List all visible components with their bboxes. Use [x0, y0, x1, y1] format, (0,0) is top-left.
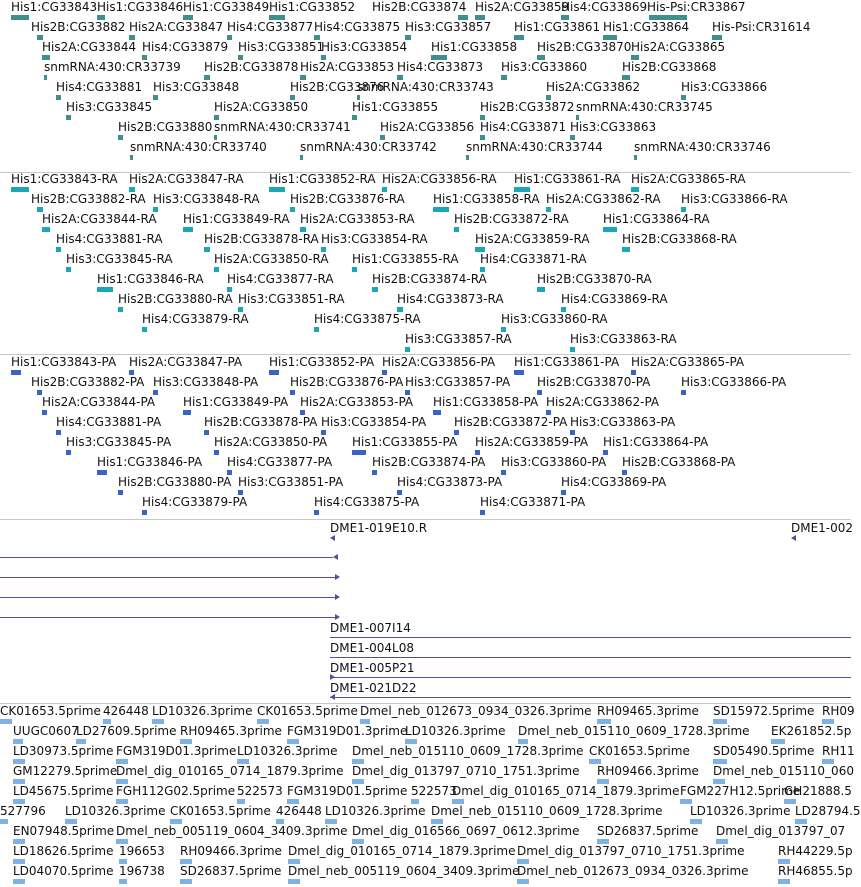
gene-label: His3:CG33854 — [321, 40, 408, 54]
gene-glyph[interactable] — [634, 155, 637, 160]
protein-label: His2A:CG33847-PA — [129, 355, 243, 369]
est-label: SD26837.5prime — [597, 824, 699, 838]
gene-label: His2A:CG33862 — [546, 80, 641, 94]
transcript-glyph[interactable] — [214, 267, 219, 272]
clone-label[interactable]: DME1-002 — [791, 521, 854, 535]
est-label: Dmel_dig_013797_0710_1751.3prime — [352, 764, 580, 778]
gene-label: snmRNA:430:CR33742 — [300, 140, 437, 154]
clone-arrow-icon — [330, 535, 335, 541]
gene-label: His1:CG33843 — [11, 0, 98, 14]
track-proteins — [0, 355, 851, 519]
gene-label: snmRNA:430:CR33745 — [576, 100, 713, 114]
clone-line[interactable] — [330, 697, 851, 698]
transcript-label: His2A:CG33844-RA — [42, 212, 157, 226]
transcript-label: His2B:CG33876-RA — [290, 192, 405, 206]
est-label: EK261852.5p — [771, 724, 852, 738]
gene-label: His3:CG33866 — [681, 80, 768, 94]
protein-glyph[interactable] — [11, 370, 21, 375]
transcript-glyph[interactable] — [603, 227, 617, 232]
est-label: 426448 — [103, 704, 149, 718]
transcript-label: His2B:CG33874-RA — [372, 272, 487, 286]
est-label: EN07948.5prime — [13, 824, 115, 838]
protein-label: His2A:CG33844-PA — [42, 395, 156, 409]
clone-line[interactable] — [0, 577, 335, 578]
transcript-label: His2A:CG33862-RA — [546, 192, 661, 206]
transcript-label: His2B:CG33882-RA — [31, 192, 146, 206]
transcript-label: His3:CG33860-RA — [501, 312, 608, 326]
transcript-glyph[interactable] — [42, 227, 50, 232]
transcript-glyph[interactable] — [290, 207, 295, 212]
transcript-label: His1:CG33849-RA — [183, 212, 290, 226]
gene-label: His2A:CG33865 — [631, 40, 726, 54]
protein-glyph[interactable] — [290, 390, 295, 395]
transcript-glyph[interactable] — [405, 347, 410, 352]
est-label: SD26837.5prime — [180, 864, 282, 878]
protein-glyph[interactable] — [433, 410, 441, 415]
est-label: FGM319D01.3prime — [287, 724, 408, 738]
clone-line[interactable] — [330, 677, 851, 678]
transcript-glyph[interactable] — [142, 327, 147, 332]
protein-glyph[interactable] — [142, 510, 147, 515]
est-label: Dmel_neb_015110_0609_1728.3prime — [518, 724, 750, 738]
transcript-glyph[interactable] — [537, 287, 545, 292]
gene-label: snmRNA:430:CR33746 — [634, 140, 771, 154]
transcript-label: His2A:CG33853-RA — [300, 212, 415, 226]
transcript-glyph[interactable] — [352, 267, 357, 272]
protein-label: His3:CG33845-PA — [66, 435, 172, 449]
protein-glyph[interactable] — [204, 430, 209, 435]
transcript-label: His3:CG33854-RA — [321, 232, 428, 246]
clone-label[interactable]: DME1-021D22 — [330, 681, 417, 695]
clone-line[interactable] — [0, 597, 335, 598]
transcript-label: His2B:CG33880-RA — [118, 292, 233, 306]
gene-label: His2A:CG33853 — [300, 60, 395, 74]
protein-label: His2A:CG33856-PA — [382, 355, 496, 369]
est-glyph[interactable] — [13, 879, 25, 884]
transcript-label: His1:CG33858-RA — [433, 192, 540, 206]
est-glyph[interactable] — [517, 879, 529, 884]
clone-arrow-icon — [330, 674, 335, 680]
gene-glyph[interactable] — [501, 75, 507, 80]
gene-label: His2B:CG33874 — [372, 0, 467, 14]
clone-line[interactable] — [330, 637, 851, 638]
gene-label: His4:CG33873 — [397, 60, 484, 74]
gene-label: His2A:CG33859 — [475, 0, 570, 14]
est-label: 196653 — [119, 844, 165, 858]
est-label: RH09 — [822, 704, 855, 718]
est-label: UUGC0607 — [13, 724, 79, 738]
gene-glyph[interactable] — [466, 155, 469, 160]
protein-label: His2A:CG33850-PA — [214, 435, 328, 449]
gene-label: His2B:CG33878 — [204, 60, 299, 74]
protein-glyph[interactable] — [514, 370, 524, 375]
est-label: Dmel_dig_010165_0714_1879.3prime — [288, 844, 516, 858]
transcript-label: His3:CG33857-RA — [405, 332, 512, 346]
protein-label: His3:CG33848-PA — [153, 375, 259, 389]
clone-label[interactable]: DME1-007I14 — [330, 621, 411, 635]
protein-label: His2B:CG33874-PA — [372, 455, 486, 469]
est-label: GM12279.5prime — [13, 764, 118, 778]
gene-label: His2B:CG33870 — [537, 40, 632, 54]
protein-label: His4:CG33879-PA — [142, 495, 248, 509]
est-label: RH44229.5p — [778, 844, 853, 858]
gene-label: His2A:CG33844 — [42, 40, 137, 54]
est-label: Dmel_neb_005119_0604_3409.3prime — [116, 824, 348, 838]
transcript-label: His3:CG33848-RA — [153, 192, 260, 206]
gene-label: His-Psi:CR33867 — [647, 0, 746, 14]
clone-arrow-icon — [335, 574, 340, 580]
transcript-label: His1:CG33864-RA — [603, 212, 710, 226]
transcript-glyph[interactable] — [97, 287, 113, 292]
est-label: LD10326.3prime — [405, 724, 506, 738]
transcript-glyph[interactable] — [204, 247, 210, 252]
est-label: FGM319D01.5prime — [287, 784, 408, 798]
transcript-label: His1:CG33861-RA — [514, 172, 621, 186]
protein-label: His4:CG33877-PA — [227, 455, 333, 469]
est-label: Dmel_neb_012673_0934_0326.3prime — [360, 704, 592, 718]
transcript-label: His2B:CG33872-RA — [454, 212, 569, 226]
est-label: RH09466.3prime — [180, 844, 282, 858]
protein-label: His2B:CG33872-PA — [454, 415, 568, 429]
gene-label: snmRNA:430:CR33739 — [44, 60, 181, 74]
est-label: LD10326.3prime — [152, 704, 253, 718]
est-label: LD45675.5prime — [13, 784, 114, 798]
gene-label: His1:CG33846 — [97, 0, 184, 14]
protein-label: His1:CG33861-PA — [514, 355, 620, 369]
est-label: RH09465.3prime — [597, 704, 699, 718]
gene-label: snmRNA:430:CR33744 — [466, 140, 603, 154]
protein-label: His2B:CG33876-PA — [290, 375, 404, 389]
transcript-glyph[interactable] — [622, 247, 630, 252]
est-label: LD28794.5 — [795, 804, 861, 818]
protein-label: His3:CG33857-PA — [405, 375, 511, 389]
gene-glyph[interactable] — [300, 155, 303, 160]
transcript-label: His4:CG33871-RA — [480, 252, 587, 266]
est-label: LD10326.3prime — [690, 804, 791, 818]
est-label: RH09466.3prime — [597, 764, 699, 778]
gene-glyph[interactable] — [352, 115, 357, 120]
protein-label: His2A:CG33862-PA — [546, 395, 660, 409]
gene-glyph[interactable] — [130, 155, 133, 160]
est-label: LD10326.3prime — [325, 804, 426, 818]
est-label: RH46855.5p — [778, 864, 853, 878]
transcript-glyph[interactable] — [56, 247, 61, 252]
clone-label[interactable]: DME1-005P21 — [330, 661, 415, 675]
protein-glyph[interactable] — [372, 470, 377, 475]
track-ests — [0, 704, 861, 887]
gene-label: His-Psi:CR31614 — [712, 20, 811, 34]
est-label: Dmel_dig_016566_0697_0612.3prime — [352, 824, 580, 838]
clone-line[interactable] — [0, 557, 333, 558]
transcript-glyph[interactable] — [454, 227, 459, 232]
transcript-glyph[interactable] — [11, 187, 29, 192]
est-label: Dmel_dig_013797_0710_1751.3prime — [517, 844, 745, 858]
transcript-label: His3:CG33845-RA — [66, 252, 173, 266]
track-transcripts — [0, 172, 851, 354]
gene-glyph[interactable] — [66, 115, 71, 120]
gene-label: His2B:CG33872 — [480, 100, 575, 114]
transcript-label: His2A:CG33865-RA — [631, 172, 746, 186]
protein-label: His1:CG33864-PA — [603, 435, 709, 449]
gene-glyph[interactable] — [56, 95, 61, 100]
est-label: FGM319D01.3prime — [116, 744, 237, 758]
est-label: Dmel_dig_010165_0714_1879.3prime — [452, 784, 680, 798]
est-label: LD10326.3prime — [237, 744, 338, 758]
protein-label: His1:CG33849-PA — [183, 395, 289, 409]
clone-arrow-icon — [791, 535, 796, 541]
est-label: Dmel_neb_005119_0604_3409.3prime — [288, 864, 520, 878]
gene-glyph[interactable] — [44, 75, 47, 80]
est-label: CK01653.5prime — [0, 704, 101, 718]
gene-label: His4:CG33881 — [56, 80, 143, 94]
gene-label: His1:CG33852 — [269, 0, 356, 14]
est-label: CK01653.5prime — [257, 704, 358, 718]
transcript-label: His1:CG33843-RA — [11, 172, 118, 186]
protein-glyph[interactable] — [56, 430, 61, 435]
transcript-glyph[interactable] — [433, 207, 449, 212]
est-label: SD05490.5prime — [713, 744, 815, 758]
est-glyph[interactable] — [778, 879, 790, 884]
transcript-glyph[interactable] — [314, 327, 319, 332]
gene-label: His4:CG33869 — [561, 0, 648, 14]
est-label: SD15972.5prime — [713, 704, 815, 718]
gene-label: His3:CG33860 — [501, 60, 588, 74]
est-glyph[interactable] — [119, 879, 127, 884]
transcript-glyph[interactable] — [570, 347, 575, 352]
gene-label: His4:CG33879 — [142, 40, 229, 54]
gene-label: His1:CG33849 — [183, 0, 270, 14]
gene-label: His2A:CG33847 — [129, 20, 224, 34]
est-label: RH11 — [822, 744, 855, 758]
gene-label: snmRNA:430:CR33741 — [214, 120, 351, 134]
transcript-label: His3:CG33866-RA — [681, 192, 788, 206]
track-histone-genes — [0, 0, 851, 172]
est-label: 196738 — [119, 864, 165, 878]
transcript-label: His1:CG33852-RA — [269, 172, 376, 186]
clone-label[interactable]: DME1-004L08 — [330, 641, 414, 655]
protein-label: His3:CG33866-PA — [681, 375, 787, 389]
gene-label: His1:CG33858 — [431, 40, 518, 54]
protein-label: His4:CG33875-PA — [314, 495, 420, 509]
gene-label: His1:CG33855 — [352, 100, 439, 114]
protein-label: His2A:CG33859-PA — [475, 435, 589, 449]
protein-glyph[interactable] — [118, 490, 123, 495]
transcript-label: His1:CG33846-RA — [97, 272, 204, 286]
protein-label: His2A:CG33865-PA — [631, 355, 745, 369]
clone-arrow-icon — [335, 594, 340, 600]
protein-glyph[interactable] — [183, 410, 191, 415]
clone-arrow-icon — [330, 694, 335, 700]
protein-label: His4:CG33871-PA — [480, 495, 586, 509]
est-label: FGH112G02.5prime — [116, 784, 236, 798]
transcript-label: His2B:CG33878-RA — [204, 232, 319, 246]
est-label: 527796 — [0, 804, 46, 818]
protein-label: His1:CG33855-PA — [352, 435, 458, 449]
est-label: 522573 — [411, 784, 457, 798]
gene-label: His1:CG33864 — [603, 20, 690, 34]
clone-arrow-icon — [335, 614, 340, 620]
transcript-glyph[interactable] — [372, 287, 378, 292]
est-glyph[interactable] — [0, 719, 12, 724]
transcript-label: His4:CG33875-RA — [314, 312, 421, 326]
est-label: FGM227H12.5prime — [680, 784, 801, 798]
gene-label: His4:CG33875 — [314, 20, 401, 34]
gene-label: His2B:CG33880 — [118, 120, 213, 134]
est-label: 522573 — [237, 784, 283, 798]
transcript-glyph[interactable] — [269, 187, 285, 192]
clone-line[interactable] — [330, 657, 851, 658]
est-glyph[interactable] — [288, 879, 300, 884]
gene-label: snmRNA:430:CR33740 — [130, 140, 267, 154]
gene-label: His2B:CG33882 — [31, 20, 126, 34]
protein-label: His2A:CG33853-PA — [300, 395, 414, 409]
clone-label[interactable]: DME1-019E10.R — [330, 521, 428, 535]
gene-label: snmRNA:430:CR33743 — [357, 80, 494, 94]
track-clones — [0, 520, 854, 703]
transcript-glyph[interactable] — [183, 227, 193, 232]
transcript-label: His3:CG33863-RA — [570, 332, 677, 346]
gene-glyph[interactable] — [153, 95, 158, 100]
protein-label: His3:CG33851-PA — [238, 475, 344, 489]
gene-label: His2B:CG33876 — [290, 80, 385, 94]
protein-label: His2B:CG33878-PA — [204, 415, 318, 429]
est-label: Dmel_dig_013797_07 — [716, 824, 846, 838]
protein-label: His3:CG33860-PA — [501, 455, 607, 469]
protein-label: His1:CG33843-PA — [11, 355, 117, 369]
protein-glyph[interactable] — [66, 450, 71, 455]
protein-label: His4:CG33873-PA — [397, 475, 503, 489]
gene-label: His3:CG33848 — [153, 80, 240, 94]
est-label: Dmel_neb_015110_060 — [713, 764, 854, 778]
protein-label: His3:CG33854-PA — [321, 415, 427, 429]
gene-label: His1:CG33861 — [514, 20, 601, 34]
gene-label: His2B:CG33868 — [622, 60, 717, 74]
protein-label: His1:CG33852-PA — [269, 355, 375, 369]
transcript-label: His1:CG33855-RA — [352, 252, 459, 266]
gene-label: His4:CG33871 — [480, 120, 567, 134]
transcript-glyph[interactable] — [118, 307, 123, 312]
gene-glyph[interactable] — [118, 135, 123, 140]
transcript-label: His2B:CG33868-RA — [622, 232, 737, 246]
transcript-label: His2A:CG33847-RA — [129, 172, 244, 186]
transcript-label: His4:CG33879-RA — [142, 312, 249, 326]
transcript-label: His4:CG33877-RA — [227, 272, 334, 286]
transcript-label: His3:CG33851-RA — [238, 292, 345, 306]
est-label: GH21888.5 — [784, 784, 852, 798]
transcript-label: His2A:CG33850-RA — [214, 252, 329, 266]
protein-label: His4:CG33869-PA — [561, 475, 667, 489]
protein-glyph[interactable] — [97, 470, 107, 475]
est-label: Dmel_neb_015110_0609_1728.3prime — [431, 804, 663, 818]
protein-label: His1:CG33846-PA — [97, 455, 203, 469]
gene-label: His2A:CG33850 — [214, 100, 309, 114]
transcript-label: His4:CG33881-RA — [56, 232, 163, 246]
est-label: Dmel_neb_015110_0609_1728.3prime — [352, 744, 584, 758]
clone-arrow-icon — [333, 554, 338, 560]
transcript-label: His4:CG33869-RA — [561, 292, 668, 306]
protein-glyph[interactable] — [681, 390, 686, 395]
gene-label: His3:CG33851 — [238, 40, 325, 54]
gene-label: His2A:CG33856 — [380, 120, 475, 134]
gene-label: His3:CG33863 — [570, 120, 657, 134]
protein-label: His1:CG33858-PA — [433, 395, 539, 409]
protein-label: His2B:CG33880-PA — [118, 475, 232, 489]
est-glyph[interactable] — [180, 879, 192, 884]
est-label: LD18626.5prime — [13, 844, 114, 858]
protein-glyph[interactable] — [214, 450, 219, 455]
protein-label: His2B:CG33882-PA — [31, 375, 145, 389]
gene-label: His3:CG33845 — [66, 100, 153, 114]
est-label: 426448 — [276, 804, 322, 818]
protein-label: His2B:CG33868-PA — [622, 455, 736, 469]
transcript-label: His2A:CG33859-RA — [475, 232, 590, 246]
transcript-glyph[interactable] — [66, 267, 71, 272]
transcript-label: His2A:CG33856-RA — [382, 172, 497, 186]
protein-glyph[interactable] — [480, 510, 485, 515]
est-glyph[interactable] — [0, 819, 8, 824]
gene-glyph[interactable] — [11, 15, 29, 20]
est-label: CK01653.5prime — [589, 744, 690, 758]
est-label: LD04070.5prime — [13, 864, 114, 878]
clone-line[interactable] — [0, 617, 335, 618]
protein-label: His3:CG33863-PA — [570, 415, 676, 429]
gene-label: His3:CG33857 — [405, 20, 492, 34]
transcript-label: His4:CG33873-RA — [397, 292, 504, 306]
est-label: Dmel_dig_010165_0714_1879.3prime — [116, 764, 344, 778]
protein-glyph[interactable] — [42, 410, 47, 415]
protein-glyph[interactable] — [352, 450, 366, 455]
est-label: LD10326.3prime — [65, 804, 166, 818]
est-label: RH09465.3prime — [180, 724, 282, 738]
protein-glyph[interactable] — [314, 510, 319, 515]
est-label: LD30973.5prime — [13, 744, 114, 758]
transcript-label: His2B:CG33870-RA — [537, 272, 652, 286]
protein-label: His4:CG33881-PA — [56, 415, 162, 429]
protein-label: His2B:CG33870-PA — [537, 375, 651, 389]
est-label: Dmel_neb_012673_0934_0326.3prime — [517, 864, 749, 878]
est-label: LD27609.5prime — [76, 724, 177, 738]
est-label: CK01653.5prime — [170, 804, 271, 818]
gene-label: His4:CG33877 — [227, 20, 314, 34]
protein-glyph[interactable] — [269, 370, 279, 375]
